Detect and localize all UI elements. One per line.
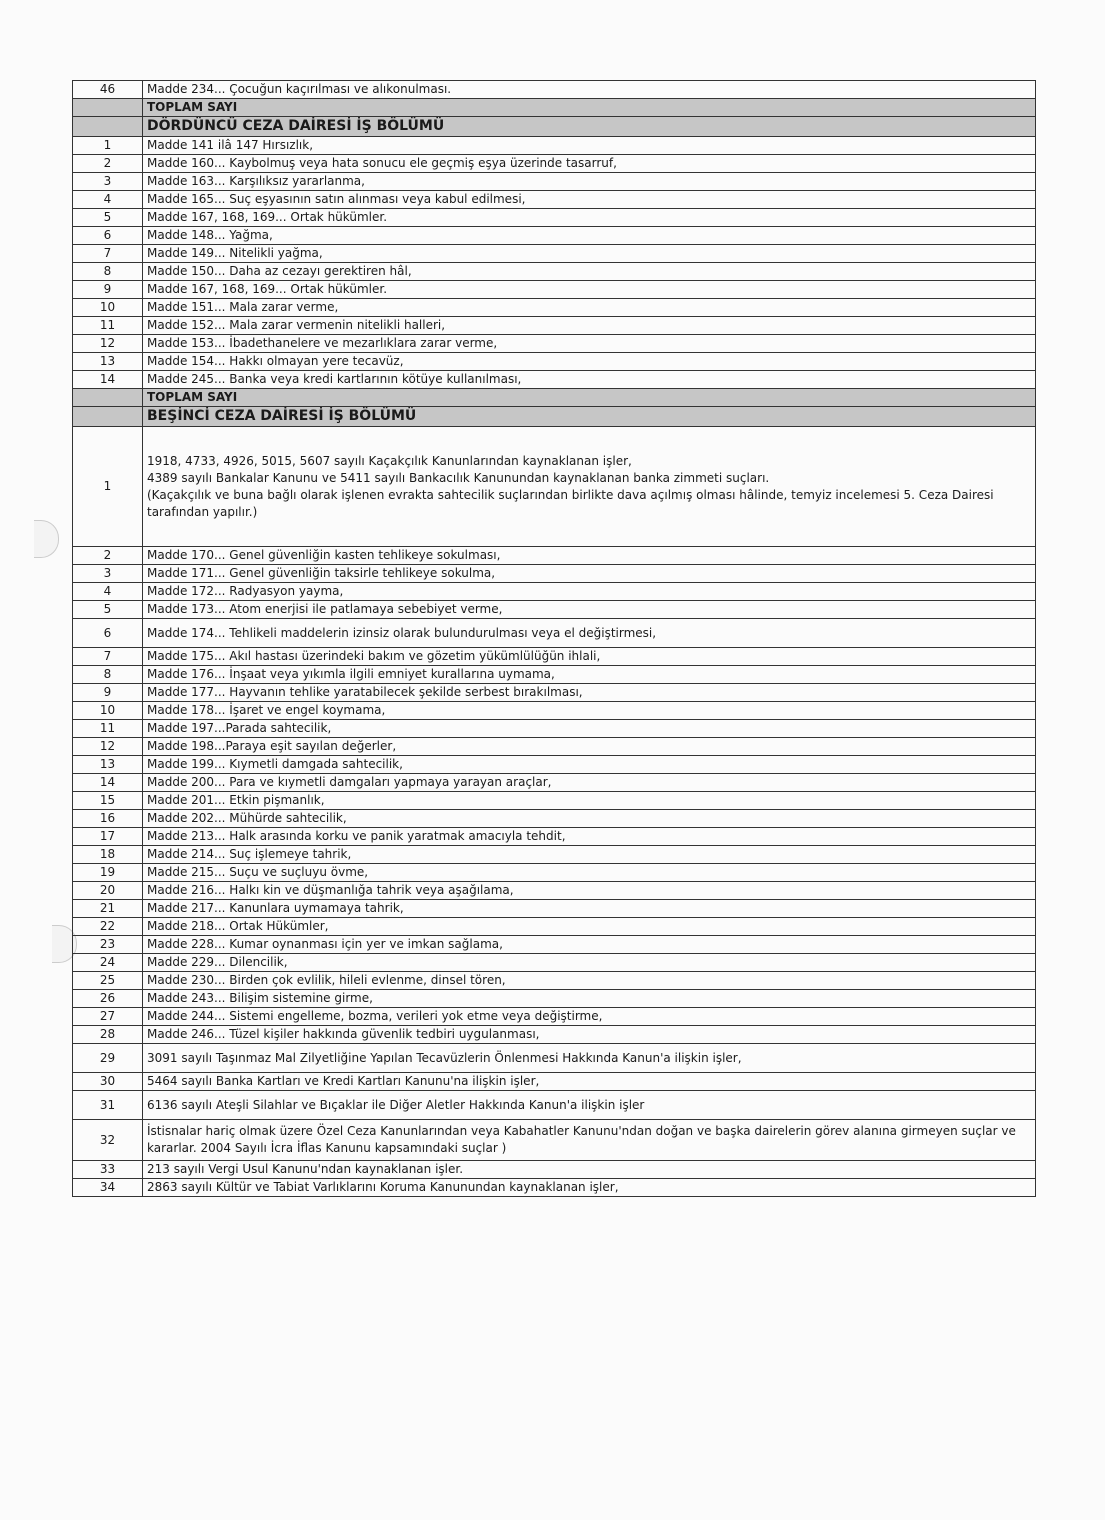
row-number: 18 <box>73 846 143 864</box>
table-row <box>73 353 1036 371</box>
table-row <box>73 846 1036 864</box>
row-text: Madde 201... Etkin pişmanlık, <box>143 792 1036 810</box>
row-text: Madde 200... Para ve kıymetli damgaları yapmaya yarayan araçlar, <box>143 774 1036 792</box>
row-text: Madde 215... Suçu ve suçluyu övme, <box>143 864 1036 882</box>
table-row <box>73 756 1036 774</box>
table-row <box>73 1161 1036 1179</box>
row-number: 19 <box>73 864 143 882</box>
row-number: 5 <box>73 601 143 619</box>
document-page <box>72 80 1036 1197</box>
row-text: Madde 172... Radyasyon yayma, <box>143 583 1036 601</box>
table-row <box>73 738 1036 756</box>
total-label: TOPLAM SAYI <box>143 389 1036 407</box>
table-row <box>73 263 1036 281</box>
row-text: Madde 178... İşaret ve engel koymama, <box>143 702 1036 720</box>
total-label: TOPLAM SAYI <box>143 99 1036 117</box>
number-cell <box>73 117 143 137</box>
row-text: Madde 218... Ortak Hükümler, <box>143 918 1036 936</box>
row-number: 23 <box>73 936 143 954</box>
table-row <box>73 583 1036 601</box>
table-row <box>73 137 1036 155</box>
table-row <box>73 1091 1036 1120</box>
row-number: 11 <box>73 317 143 335</box>
table-row <box>73 702 1036 720</box>
table-row <box>73 990 1036 1008</box>
row-text: Madde 165... Suç eşyasının satın alınması veya kabul edilmesi, <box>143 191 1036 209</box>
row-text <box>143 427 1036 547</box>
table-row <box>73 281 1036 299</box>
table-row <box>73 565 1036 583</box>
section-header-row <box>73 117 1036 137</box>
row-text: Madde 228... Kumar oynanması için yer ve imkan sağlama, <box>143 936 1036 954</box>
row-number: 12 <box>73 335 143 353</box>
table-row <box>73 918 1036 936</box>
table-row <box>73 810 1036 828</box>
row-number: 4 <box>73 583 143 601</box>
row-text: Madde 177... Hayvanın tehlike yaratabilecek şekilde serbest bırakılması, <box>143 684 1036 702</box>
table-row <box>73 1120 1036 1161</box>
row-text: Madde 202... Mühürde sahtecilik, <box>143 810 1036 828</box>
row-number: 6 <box>73 227 143 245</box>
row-number: 2 <box>73 547 143 565</box>
table-row <box>73 828 1036 846</box>
row-number: 27 <box>73 1008 143 1026</box>
row-text: İstisnalar hariç olmak üzere Özel Ceza Kanunlarından veya Kabahatler Kanunu'ndan doğan ve başka dairelerin görev alanına girmeyen suçlar ve kararlar. 2004 Sayılı İcra İflas Kanunu kapsamındaki suçlar ) <box>143 1120 1036 1161</box>
row-text: 2863 sayılı Kültür ve Tabiat Varlıklarını Koruma Kanunundan kaynaklanan işler, <box>143 1179 1036 1197</box>
section-title: DÖRDÜNCÜ CEZA DAİRESİ İŞ BÖLÜMÜ <box>143 117 1036 137</box>
table-row <box>73 936 1036 954</box>
table-row <box>73 900 1036 918</box>
row-number: 1 <box>73 137 143 155</box>
table-row <box>73 81 1036 99</box>
row-number: 21 <box>73 900 143 918</box>
table-row <box>73 191 1036 209</box>
row-number: 1 <box>73 427 143 547</box>
row-number: 26 <box>73 990 143 1008</box>
row-text: Madde 229... Dilencilik, <box>143 954 1036 972</box>
number-cell <box>73 99 143 117</box>
row-text-line: 4389 sayılı Bankalar Kanunu ve 5411 sayılı Bankacılık Kanunundan kaynaklanan banka zimmeti suçları. <box>147 470 770 485</box>
section-header-row <box>73 407 1036 427</box>
row-number: 2 <box>73 155 143 173</box>
row-number: 5 <box>73 209 143 227</box>
table-row <box>73 720 1036 738</box>
row-number: 17 <box>73 828 143 846</box>
row-text: Madde 167, 168, 169... Ortak hükümler. <box>143 209 1036 227</box>
table-row <box>73 547 1036 565</box>
row-text: Madde 151... Mala zarar verme, <box>143 299 1036 317</box>
table-row <box>73 427 1036 547</box>
row-number: 33 <box>73 1161 143 1179</box>
number-cell <box>73 407 143 427</box>
row-text: Madde 246... Tüzel kişiler hakkında güvenlik tedbiri uygulanması, <box>143 1026 1036 1044</box>
row-number: 8 <box>73 666 143 684</box>
row-text: Madde 154... Hakkı olmayan yere tecavüz, <box>143 353 1036 371</box>
row-text: Madde 148... Yağma, <box>143 227 1036 245</box>
row-text: Madde 141 ilâ 147 Hırsızlık, <box>143 137 1036 155</box>
table-row <box>73 371 1036 389</box>
row-text: Madde 150... Daha az cezayı gerektiren hâl, <box>143 263 1036 281</box>
row-number: 22 <box>73 918 143 936</box>
row-number: 46 <box>73 81 143 99</box>
table-row <box>73 684 1036 702</box>
row-text: Madde 214... Suç işlemeye tahrik, <box>143 846 1036 864</box>
row-number: 34 <box>73 1179 143 1197</box>
row-number: 30 <box>73 1073 143 1091</box>
row-text: Madde 199... Kıymetli damgada sahtecilik, <box>143 756 1036 774</box>
row-number: 15 <box>73 792 143 810</box>
total-row <box>73 99 1036 117</box>
row-text-line: 1918, 4733, 4926, 5015, 5607 sayılı Kaçakçılık Kanunlarından kaynaklanan işler, <box>147 453 632 468</box>
row-number: 32 <box>73 1120 143 1161</box>
table-row <box>73 882 1036 900</box>
row-text: Madde 197...Parada sahtecilik, <box>143 720 1036 738</box>
row-text: Madde 198...Paraya eşit sayılan değerler, <box>143 738 1036 756</box>
table-row <box>73 1008 1036 1026</box>
table-row <box>73 972 1036 990</box>
row-text: Madde 171... Genel güvenliğin taksirle tehlikeye sokulma, <box>143 565 1036 583</box>
row-number: 12 <box>73 738 143 756</box>
row-number: 29 <box>73 1044 143 1073</box>
row-number: 4 <box>73 191 143 209</box>
table-row <box>73 792 1036 810</box>
row-text: Madde 234... Çocuğun kaçırılması ve alıkonulması. <box>143 81 1036 99</box>
row-text: Madde 163... Karşılıksız yararlanma, <box>143 173 1036 191</box>
row-text: Madde 176... İnşaat veya yıkımla ilgili emniyet kurallarına uymama, <box>143 666 1036 684</box>
table-row <box>73 864 1036 882</box>
row-number: 10 <box>73 702 143 720</box>
row-number: 25 <box>73 972 143 990</box>
row-number: 3 <box>73 173 143 191</box>
row-number: 10 <box>73 299 143 317</box>
row-text: Madde 175... Akıl hastası üzerindeki bakım ve gözetim yükümlülüğün ihlali, <box>143 648 1036 666</box>
total-row <box>73 389 1036 407</box>
binder-hole-mark <box>34 520 59 558</box>
row-text: Madde 149... Nitelikli yağma, <box>143 245 1036 263</box>
table-row <box>73 335 1036 353</box>
row-number: 6 <box>73 619 143 648</box>
table-row <box>73 245 1036 263</box>
row-text: Madde 243... Bilişim sistemine girme, <box>143 990 1036 1008</box>
row-number: 20 <box>73 882 143 900</box>
table-row <box>73 227 1036 245</box>
table-row <box>73 648 1036 666</box>
table-row <box>73 1026 1036 1044</box>
row-text: 3091 sayılı Taşınmaz Mal Zilyetliğine Yapılan Tecavüzlerin Önlenmesi Hakkında Kanun'a ilişkin işler, <box>143 1044 1036 1073</box>
table-row <box>73 774 1036 792</box>
row-number: 16 <box>73 810 143 828</box>
row-text: Madde 152... Mala zarar vermenin nitelikli halleri, <box>143 317 1036 335</box>
row-text: Madde 245... Banka veya kredi kartlarının kötüye kullanılması, <box>143 371 1036 389</box>
row-number: 13 <box>73 353 143 371</box>
table-row <box>73 601 1036 619</box>
table-row <box>73 1044 1036 1073</box>
row-number: 9 <box>73 281 143 299</box>
row-text: Madde 216... Halkı kin ve düşmanlığa tahrik veya aşağılama, <box>143 882 1036 900</box>
row-text-line: (Kaçakçılık ve buna bağlı olarak işlenen evrakta sahtecilik suçlarından birlikte dava açılmış olması hâlinde, temyiz incelemesi 5. Ceza Dairesi tarafından yapılır.) <box>147 487 994 519</box>
row-text: Madde 173... Atom enerjisi ile patlamaya sebebiyet verme, <box>143 601 1036 619</box>
row-text: Madde 174... Tehlikeli maddelerin izinsiz olarak bulundurulması veya el değiştirmesi, <box>143 619 1036 648</box>
row-text: Madde 213... Halk arasında korku ve panik yaratmak amacıyla tehdit, <box>143 828 1036 846</box>
table-row <box>73 1179 1036 1197</box>
row-text: 5464 sayılı Banka Kartları ve Kredi Kartları Kanunu'na ilişkin işler, <box>143 1073 1036 1091</box>
row-number: 3 <box>73 565 143 583</box>
table-row <box>73 666 1036 684</box>
row-number: 31 <box>73 1091 143 1120</box>
table-row <box>73 317 1036 335</box>
row-text: Madde 217... Kanunlara uymamaya tahrik, <box>143 900 1036 918</box>
row-text: Madde 230... Birden çok evlilik, hileli evlenme, dinsel tören, <box>143 972 1036 990</box>
row-text: Madde 167, 168, 169... Ortak hükümler. <box>143 281 1036 299</box>
table-row <box>73 209 1036 227</box>
row-number: 7 <box>73 648 143 666</box>
row-number: 24 <box>73 954 143 972</box>
section-title: BEŞİNCİ CEZA DAİRESİ İŞ BÖLÜMÜ <box>143 407 1036 427</box>
row-text: Madde 153... İbadethanelere ve mezarlıklara zarar verme, <box>143 335 1036 353</box>
row-number: 7 <box>73 245 143 263</box>
row-number: 14 <box>73 371 143 389</box>
table-row <box>73 173 1036 191</box>
row-text: Madde 160... Kaybolmuş veya hata sonucu ele geçmiş eşya üzerinde tasarruf, <box>143 155 1036 173</box>
number-cell <box>73 389 143 407</box>
row-text: Madde 244... Sistemi engelleme, bozma, verileri yok etme veya değiştirme, <box>143 1008 1036 1026</box>
row-number: 11 <box>73 720 143 738</box>
table-row <box>73 954 1036 972</box>
table-row <box>73 619 1036 648</box>
table-row <box>73 155 1036 173</box>
row-text: Madde 170... Genel güvenliğin kasten tehlikeye sokulması, <box>143 547 1036 565</box>
table-row <box>73 299 1036 317</box>
row-number: 28 <box>73 1026 143 1044</box>
row-number: 14 <box>73 774 143 792</box>
row-number: 8 <box>73 263 143 281</box>
row-text: 6136 sayılı Ateşli Silahlar ve Bıçaklar ile Diğer Aletler Hakkında Kanun'a ilişkin işler <box>143 1091 1036 1120</box>
row-text: 213 sayılı Vergi Usul Kanunu'ndan kaynaklanan işler. <box>143 1161 1036 1179</box>
table-row <box>73 1073 1036 1091</box>
row-number: 9 <box>73 684 143 702</box>
jurisdiction-table <box>72 80 1036 1197</box>
row-number: 13 <box>73 756 143 774</box>
